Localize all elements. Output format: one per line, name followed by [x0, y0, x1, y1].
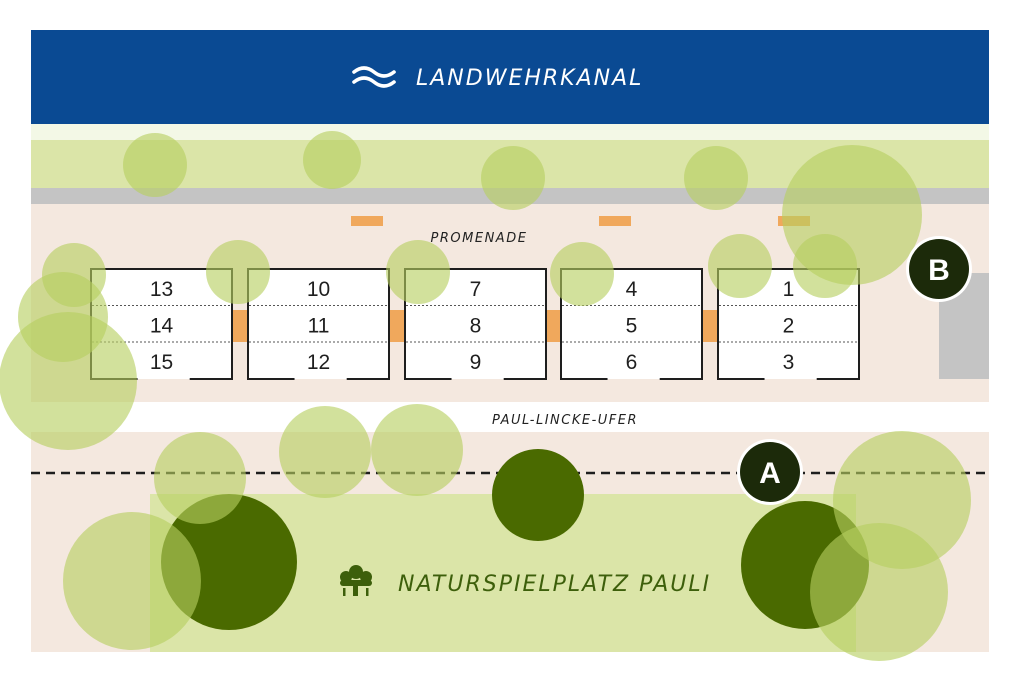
unit-number: 9	[469, 351, 482, 374]
unit-number: 8	[469, 314, 482, 338]
playground-label: NATURSPIELPLATZ PAULI	[398, 572, 712, 597]
tree	[154, 432, 246, 524]
tree	[0, 312, 137, 450]
tree	[684, 146, 748, 210]
tree	[279, 406, 371, 498]
unit-number: 2	[782, 314, 795, 338]
unit-number: 4	[625, 278, 638, 301]
tree	[303, 131, 361, 189]
unit-number: 10	[306, 278, 331, 301]
tree	[481, 146, 545, 210]
tree	[810, 523, 948, 661]
unit-number: 15	[149, 351, 174, 374]
tree	[371, 404, 463, 496]
unit-block[interactable]	[248, 269, 389, 379]
unit-number: 5	[625, 314, 638, 338]
unit-number: 12	[306, 351, 331, 374]
unit-number: 7	[469, 278, 482, 301]
unit-number: 13	[149, 278, 174, 301]
unit-number: 14	[149, 314, 174, 338]
tree	[492, 449, 584, 541]
tree	[550, 242, 614, 306]
unit-number: 3	[782, 351, 795, 374]
connector	[233, 310, 247, 342]
marker-b-label: B	[928, 254, 950, 287]
street-label: PAUL-LINCKE-UFER	[491, 413, 639, 428]
marker-b[interactable]	[906, 236, 972, 302]
bank-strip	[31, 124, 989, 140]
unit-number: 6	[625, 351, 638, 374]
tree	[793, 234, 857, 298]
connector	[703, 310, 717, 342]
water-label: LANDWEHRKANAL	[416, 66, 644, 91]
tree	[206, 240, 270, 304]
promenade-label: PROMENADE	[430, 231, 528, 246]
unit-number: 11	[307, 314, 330, 338]
bench	[599, 216, 631, 226]
bench	[351, 216, 383, 226]
marker-a-label: A	[759, 457, 781, 490]
tree	[63, 512, 201, 650]
unit-number: 1	[782, 278, 795, 301]
connector	[547, 310, 561, 342]
connector	[390, 310, 404, 342]
tree	[708, 234, 772, 298]
tree	[123, 133, 187, 197]
marker-a[interactable]	[737, 439, 803, 505]
tree	[386, 240, 450, 304]
